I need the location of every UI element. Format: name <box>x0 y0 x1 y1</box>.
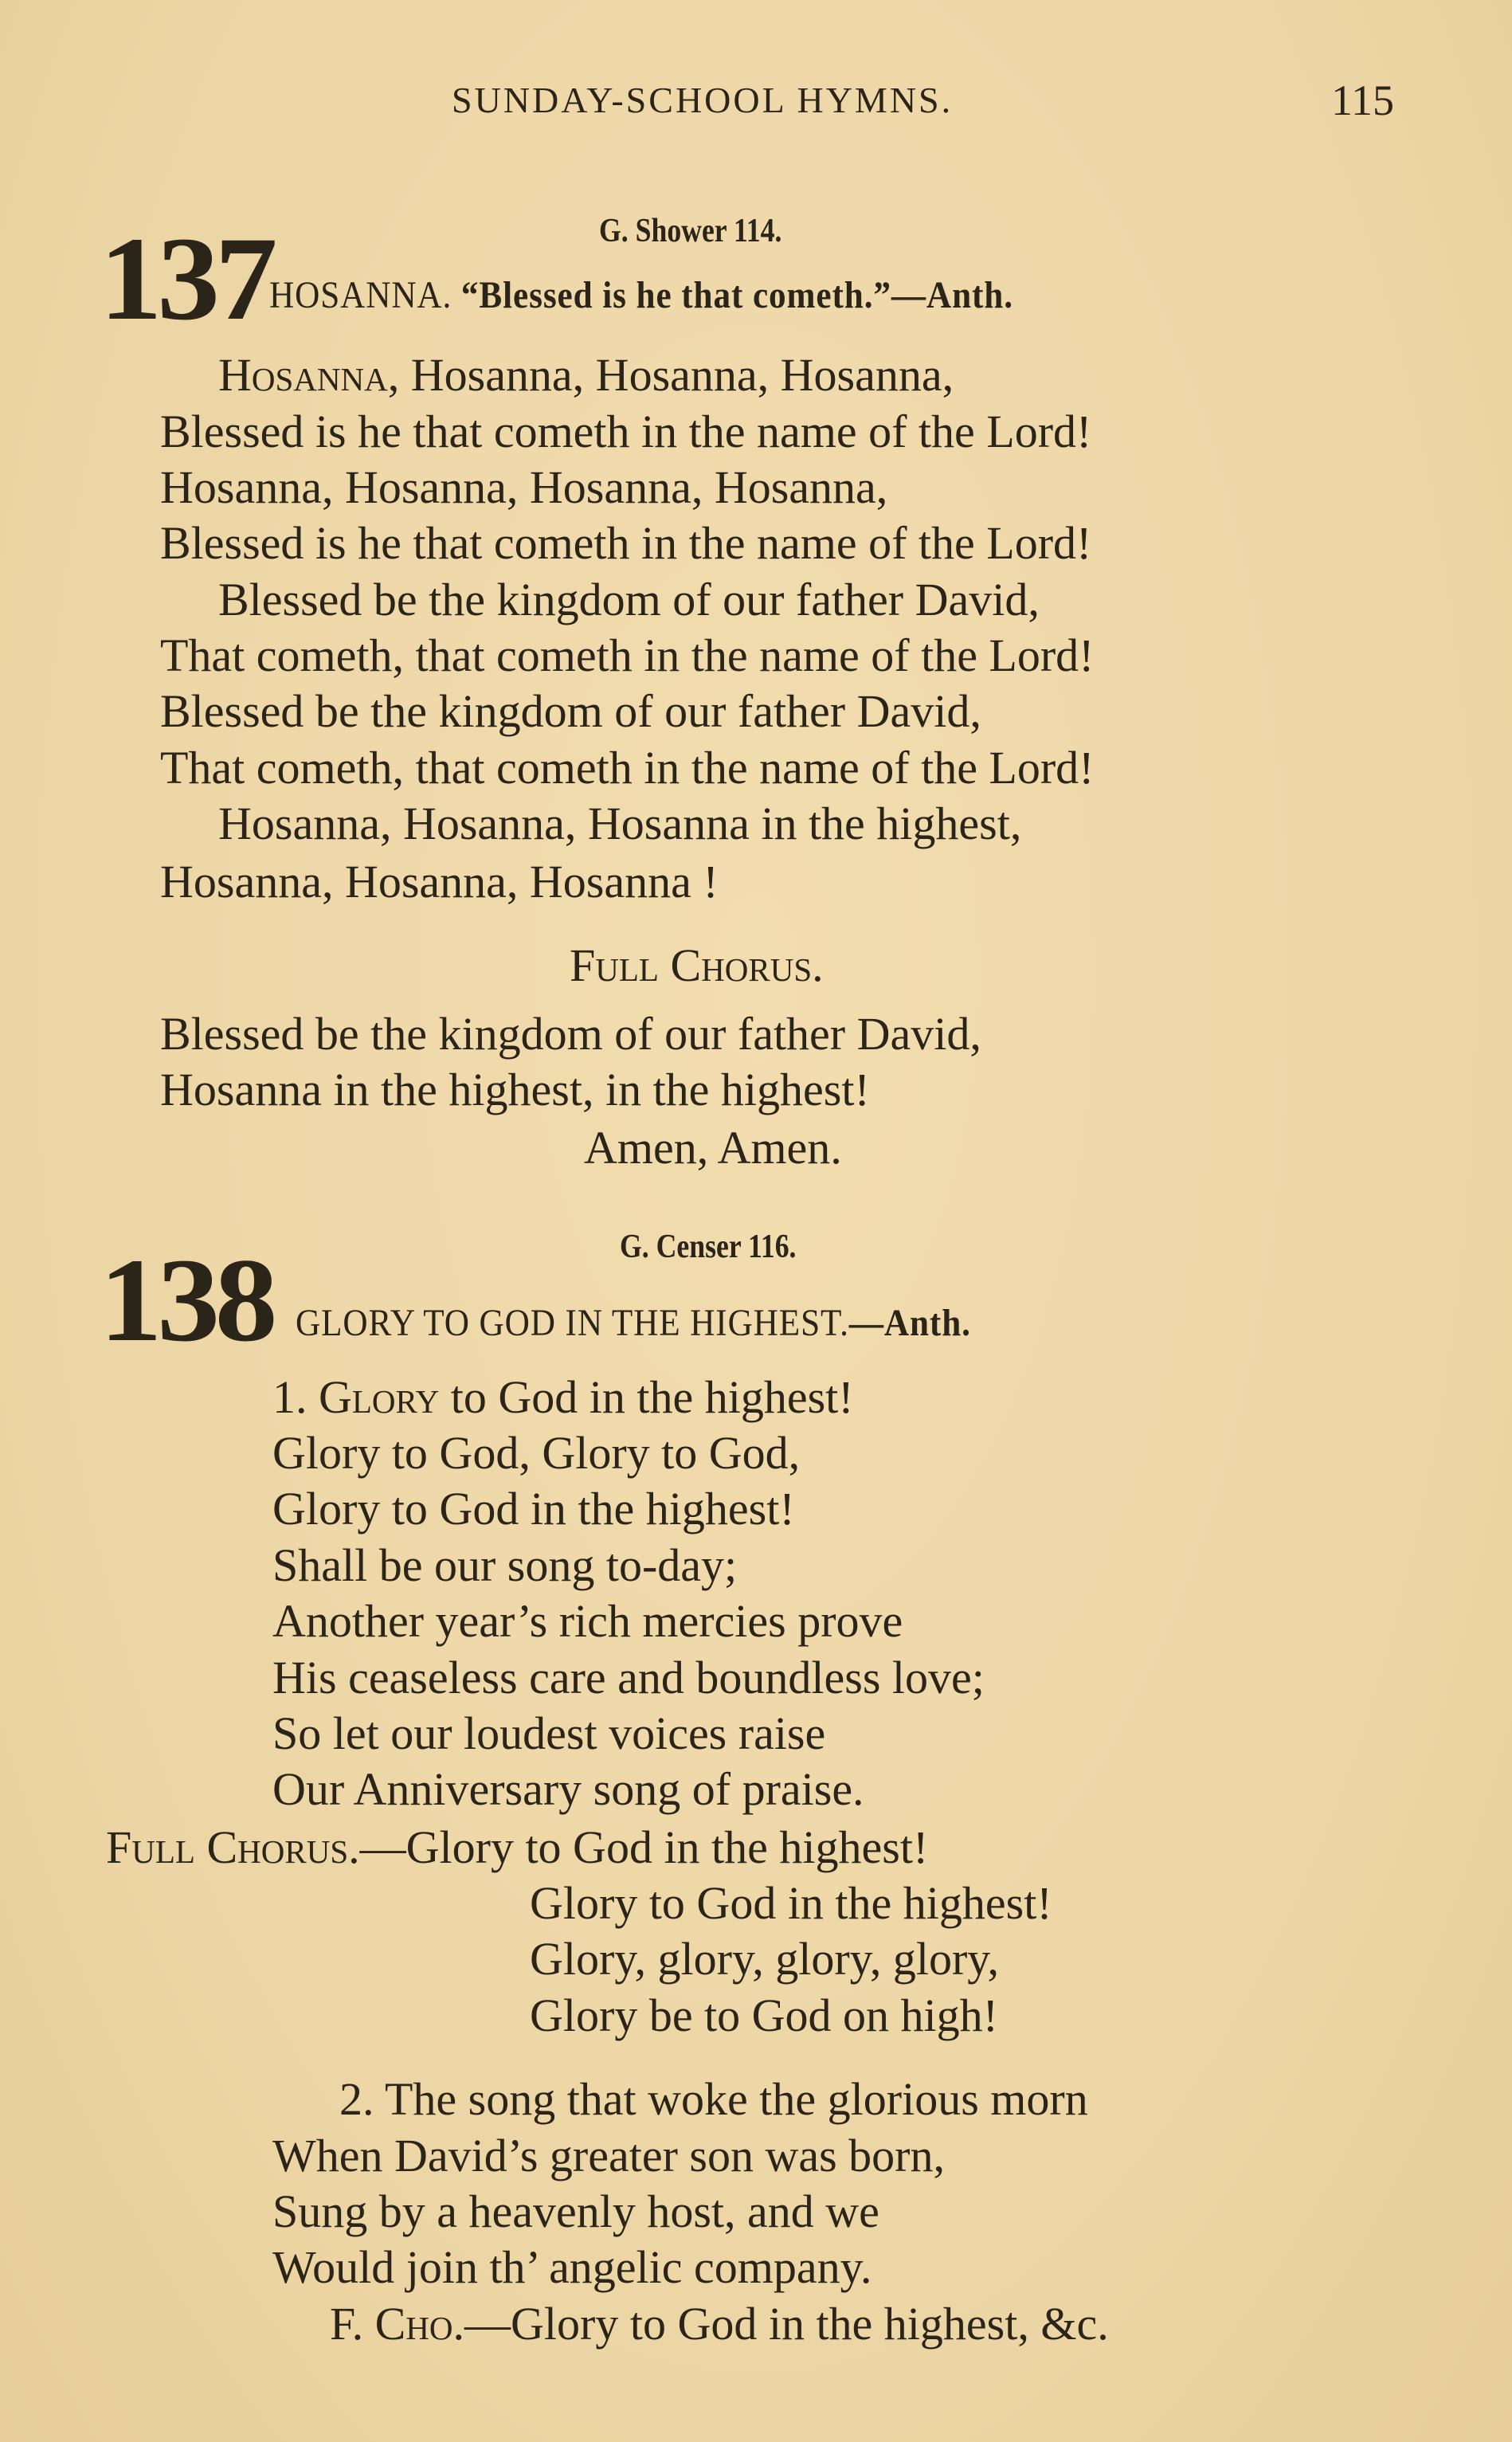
lyric-line: Our Anniversary song of praise. <box>272 1763 864 1815</box>
lyric-line: So let our loudest voices raise <box>272 1707 826 1759</box>
lyric-text: Hosanna, Hosanna, Hosanna, <box>399 349 954 401</box>
lead-word: Glory <box>319 1371 440 1423</box>
lyric-line: Hosanna, Hosanna, Hosanna in the highest, <box>218 798 1022 849</box>
lyric-text: —Glory to God in the highest! <box>359 1821 929 1873</box>
refrain-label: F. Cho. <box>330 2298 465 2350</box>
lyric-line: Glory to God in the highest! <box>272 1483 795 1535</box>
lyric-line <box>272 1370 854 1425</box>
lyric-line: That cometh, that cometh in the name of the Lord! <box>160 742 1095 794</box>
lyric-line: When David’s greater son was born, <box>272 2130 945 2181</box>
tune-reference: G. Shower 114. <box>599 213 782 249</box>
chorus-line <box>106 1820 928 1876</box>
lyric-line: Glory to God, Glory to God, <box>272 1427 801 1479</box>
lyric-line: Blessed is he that cometh in the name of the Lord! <box>160 406 1092 457</box>
tune-reference: G. Censer 116. <box>620 1229 797 1265</box>
lyric-line: Blessed be the kingdom of our father David, <box>160 685 981 737</box>
lyric-line: His ceaseless care and boundless love; <box>272 1652 985 1703</box>
lyric-line: Hosanna, Hosanna, Hosanna, Hosanna, <box>160 461 888 513</box>
title-main: GLORY TO GOD IN THE HIGHEST. <box>296 1302 849 1344</box>
hymn-title <box>296 1301 971 1346</box>
lyric-text: —Glory to God in the highest, &c. <box>464 2298 1109 2350</box>
lyric-line: Would join th’ angelic company. <box>272 2241 872 2293</box>
refrain-line <box>330 2296 1109 2352</box>
chorus-line: Glory, glory, glory, glory, <box>530 1933 1000 1985</box>
chorus-line: Glory be to God on high! <box>530 1989 998 2041</box>
chorus-line: Glory to God in the highest! <box>530 1877 1052 1929</box>
lyric-text: to God in the highest! <box>439 1371 854 1423</box>
lyric-line: Blessed be the kingdom of our father David, <box>218 574 1040 625</box>
lyric-line: Shall be our song to-day; <box>272 1539 738 1591</box>
lyric-line: 2. The song that woke the glorious morn <box>339 2073 1088 2125</box>
chorus-line: Amen, Amen. <box>584 1122 842 1174</box>
hymn-title <box>269 273 1013 318</box>
page-number: 115 <box>1331 76 1394 124</box>
hymn-number: 137 <box>99 213 273 345</box>
hymn-number: 138 <box>99 1234 273 1366</box>
lyric-line: Another year’s rich mercies prove <box>272 1595 903 1647</box>
lyric-line: Hosanna, Hosanna, Hosanna ! <box>160 856 719 907</box>
title-subtitle: —Anth. <box>848 1302 971 1344</box>
lyric-line: Sung by a heavenly host, and we <box>272 2185 879 2237</box>
chorus-line: Blessed be the kingdom of our father David, <box>160 1008 981 1060</box>
verse-number: 1. <box>272 1371 307 1423</box>
running-title: SUNDAY-SCHOOL HYMNS. <box>452 80 954 120</box>
lyric-line <box>218 347 954 403</box>
lyric-line: That cometh, that cometh in the name of the Lord! <box>160 629 1095 681</box>
lead-word: Hosanna, <box>218 349 400 401</box>
chorus-line: Hosanna in the highest, in the highest! <box>160 1064 870 1115</box>
lyric-line: Blessed is he that cometh in the name of the Lord! <box>160 517 1092 569</box>
title-main: HOSANNA. <box>269 274 452 316</box>
title-subtitle: “Blessed is he that cometh.”—Anth. <box>460 274 1013 316</box>
chorus-label: Full Chorus. <box>106 1821 360 1873</box>
chorus-heading: Full Chorus. <box>570 939 824 991</box>
